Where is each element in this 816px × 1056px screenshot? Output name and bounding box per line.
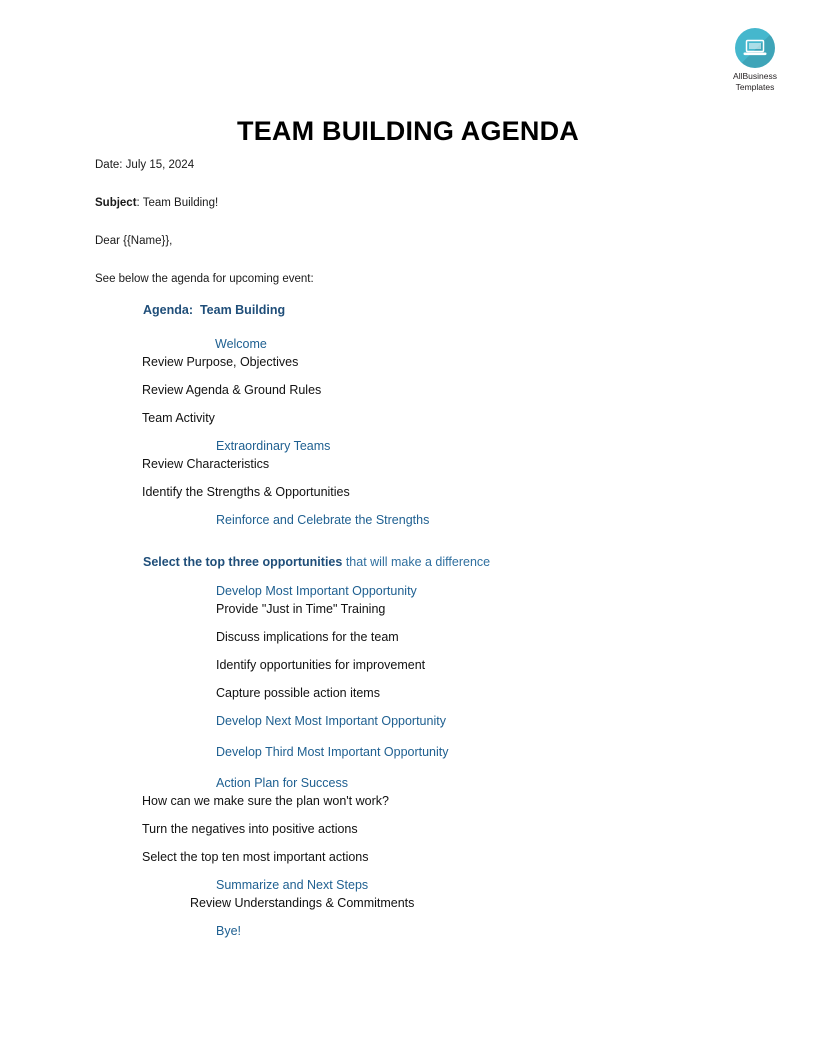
- logo-text-line-1: AllBusiness: [733, 71, 777, 81]
- agenda-item-extraordinary-teams: Extraordinary Teams: [216, 439, 331, 453]
- agenda-item-review-agenda: Review Agenda & Ground Rules: [142, 383, 322, 397]
- agenda-item-review-understandings: Review Understandings & Commitments: [190, 896, 415, 910]
- agenda-item-capture-action-items: Capture possible action items: [216, 686, 380, 700]
- logo-text-line-2: Templates: [735, 81, 775, 92]
- agenda-item-bye: Bye!: [216, 924, 242, 938]
- subject-line: [95, 196, 715, 210]
- brand-logo: [722, 28, 788, 92]
- agenda-item-team-activity: Team Activity: [142, 411, 215, 425]
- agenda-item-summarize-next-steps: Summarize and Next Steps: [216, 878, 369, 892]
- subject-label: Subject: [95, 197, 137, 209]
- agenda-heading-value: Team Building: [199, 303, 286, 317]
- agenda-item-discuss-implications: Discuss implications for the team: [216, 630, 399, 644]
- agenda-item-develop-third-most-important: Develop Third Most Important Opportunity: [216, 745, 449, 759]
- agenda-heading: [0, 303, 816, 318]
- agenda-item-reinforce-strengths: Reinforce and Celebrate the Strengths: [216, 513, 430, 527]
- agenda-item-turn-negatives: Turn the negatives into positive actions: [142, 822, 358, 836]
- agenda-item-plan-wont-work: How can we make sure the plan won't work?: [142, 794, 389, 808]
- agenda-section: [0, 303, 816, 939]
- agenda-item-identify-opportunities: Identify opportunities for improvement: [216, 658, 426, 672]
- date-line: Date: July 15, 2024: [95, 159, 195, 171]
- agenda-item-develop-most-important: Develop Most Important Opportunity: [216, 584, 417, 598]
- agenda-item-develop-next-most-important: Develop Next Most Important Opportunity: [216, 714, 446, 728]
- agenda-item-select-top-ten: Select the top ten most important actions: [142, 850, 369, 864]
- agenda-item-just-in-time-training: Provide "Just in Time" Training: [216, 602, 386, 616]
- agenda-item-welcome: Welcome: [215, 337, 267, 351]
- agenda-item-action-plan: Action Plan for Success: [216, 776, 349, 790]
- subject-value: : Team Building!: [136, 197, 219, 209]
- laptop-icon: [743, 39, 767, 57]
- logo-circle: [735, 28, 775, 68]
- intro-line: See below the agenda for upcoming event:: [95, 273, 314, 285]
- agenda-heading-top-three: [0, 555, 816, 570]
- agenda-heading-label: Agenda:: [143, 303, 193, 317]
- letter-header: [95, 158, 715, 286]
- agenda-item-review-purpose: Review Purpose, Objectives: [142, 355, 299, 369]
- page-title: TEAM BUILDING AGENDA: [237, 116, 579, 146]
- agenda-item-review-characteristics: Review Characteristics: [142, 457, 270, 471]
- agenda-item-identify-strengths: Identify the Strengths & Opportunities: [142, 485, 350, 499]
- agenda-heading-top-three-rest: that will make a difference: [345, 555, 491, 569]
- agenda-heading-top-three-bold: Select the top three opportunities: [143, 555, 343, 569]
- salutation-line: Dear {{Name}},: [95, 235, 173, 247]
